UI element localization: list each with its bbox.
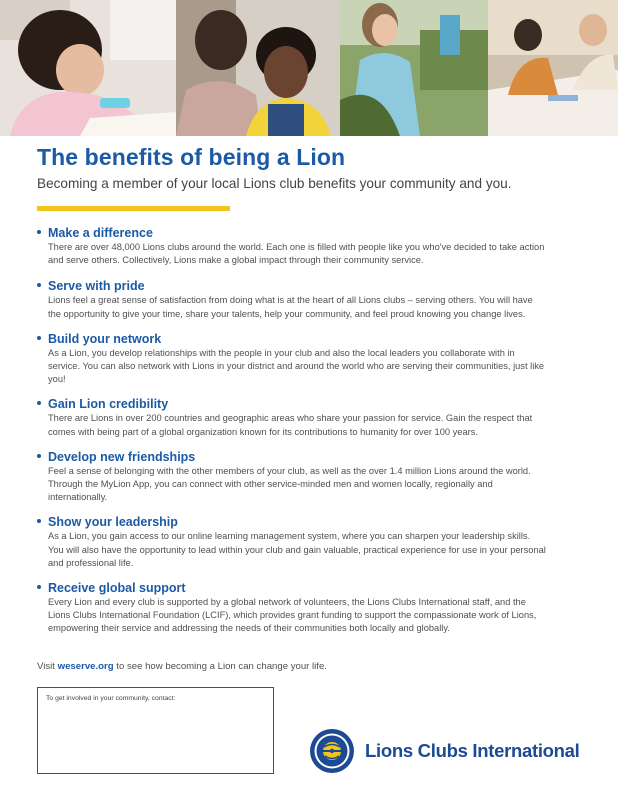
photo-girl-reading: [0, 0, 176, 136]
benefit-heading: Build your network: [48, 331, 162, 346]
lions-emblem-icon: [309, 728, 355, 774]
benefit-item: [37, 515, 547, 570]
benefit-text: There are Lions in over 200 countries and geographic areas who share your passion for service. Gain the respect that comes with being part of a global organization known for its contributions to humanity for over 100 years.: [48, 413, 533, 437]
benefit-heading: Develop new friendships: [48, 449, 196, 464]
benefit-item: [37, 226, 547, 267]
contact-label: To get involved in your community, contact:: [46, 695, 176, 702]
benefit-item: [37, 581, 547, 636]
bullet-icon: [37, 401, 41, 405]
benefit-item: [37, 450, 547, 505]
benefit-item: [37, 332, 547, 387]
benefit-text: As a Lion, you gain access to our online learning management system, where you can sharpen your leadership skills. You will also have the opportunity to lead within your club and gain valuable, practical experience for use in your personal and professional life.: [48, 531, 546, 568]
benefit-heading: Receive global support: [48, 581, 186, 596]
contact-box[interactable]: [37, 687, 274, 774]
page-subtitle: Becoming a member of your local Lions club benefits your community and you.: [37, 176, 512, 191]
visit-prefix: Visit: [37, 661, 58, 672]
lions-logo: [309, 728, 580, 774]
photo-girl-outdoors: [340, 0, 488, 136]
bullet-icon: [37, 519, 41, 523]
benefit-text: As a Lion, you develop relationships with the people in your club and also the local leaders you collaborate with in service. You can also network with Lions in your district and around the world who are serving their communities, just like you!: [48, 347, 545, 385]
benefit-item: [37, 397, 547, 438]
benefit-heading: Show your leadership: [48, 515, 178, 530]
header-photo-strip: [0, 0, 618, 136]
page-title: The benefits of being a Lion: [37, 144, 346, 170]
benefit-text: Feel a sense of belonging with the other members of your club, as well as the over 1.4 million Lions around the world. Through the MyLion App, you can connect with other service-minded men and women locally, regionally and internationally.: [48, 465, 531, 503]
benefit-heading: Serve with pride: [48, 279, 145, 294]
bullet-icon: [37, 230, 41, 234]
benefit-text: There are over 48,000 Lions clubs around the world. Each one is filled with people like you who've decided to take action and serve others. Collectively, Lions make a global impact through their community service.: [48, 242, 545, 266]
benefit-text: Lions feel a great sense of satisfaction from doing what is at the heart of all Lions clubs – serving others. You will have the opportunity to give your time, share your talents, help your community, and feel proud knowing you change lives.: [48, 295, 533, 319]
bullet-icon: [37, 454, 41, 458]
gold-divider: [37, 206, 230, 211]
bullet-icon: [37, 585, 41, 589]
benefit-text: Every Lion and every club is supported by a global network of volunteers, the Lions Clubs International staff, and the Lions Clubs International Foundation (LCIF), which provides grant funding to support the compassionate work of Lions, empowering their service and addressing the needs of their communities both locally and globally.: [48, 597, 537, 634]
photo-volunteers-table: [488, 0, 618, 136]
benefit-heading: Gain Lion credibility: [48, 397, 169, 412]
bullet-icon: [37, 336, 41, 340]
brand-name: Lions Clubs International: [365, 740, 580, 761]
benefits-list: [37, 226, 547, 636]
visit-line: [37, 661, 327, 672]
visit-suffix: to see how becoming a Lion can change your life.: [113, 661, 327, 672]
weserve-link[interactable]: weserve.org: [57, 661, 114, 672]
bullet-icon: [37, 283, 41, 287]
photo-woman-smiling: [176, 0, 340, 136]
benefit-heading: Make a difference: [48, 226, 153, 240]
benefit-item: [37, 279, 547, 320]
